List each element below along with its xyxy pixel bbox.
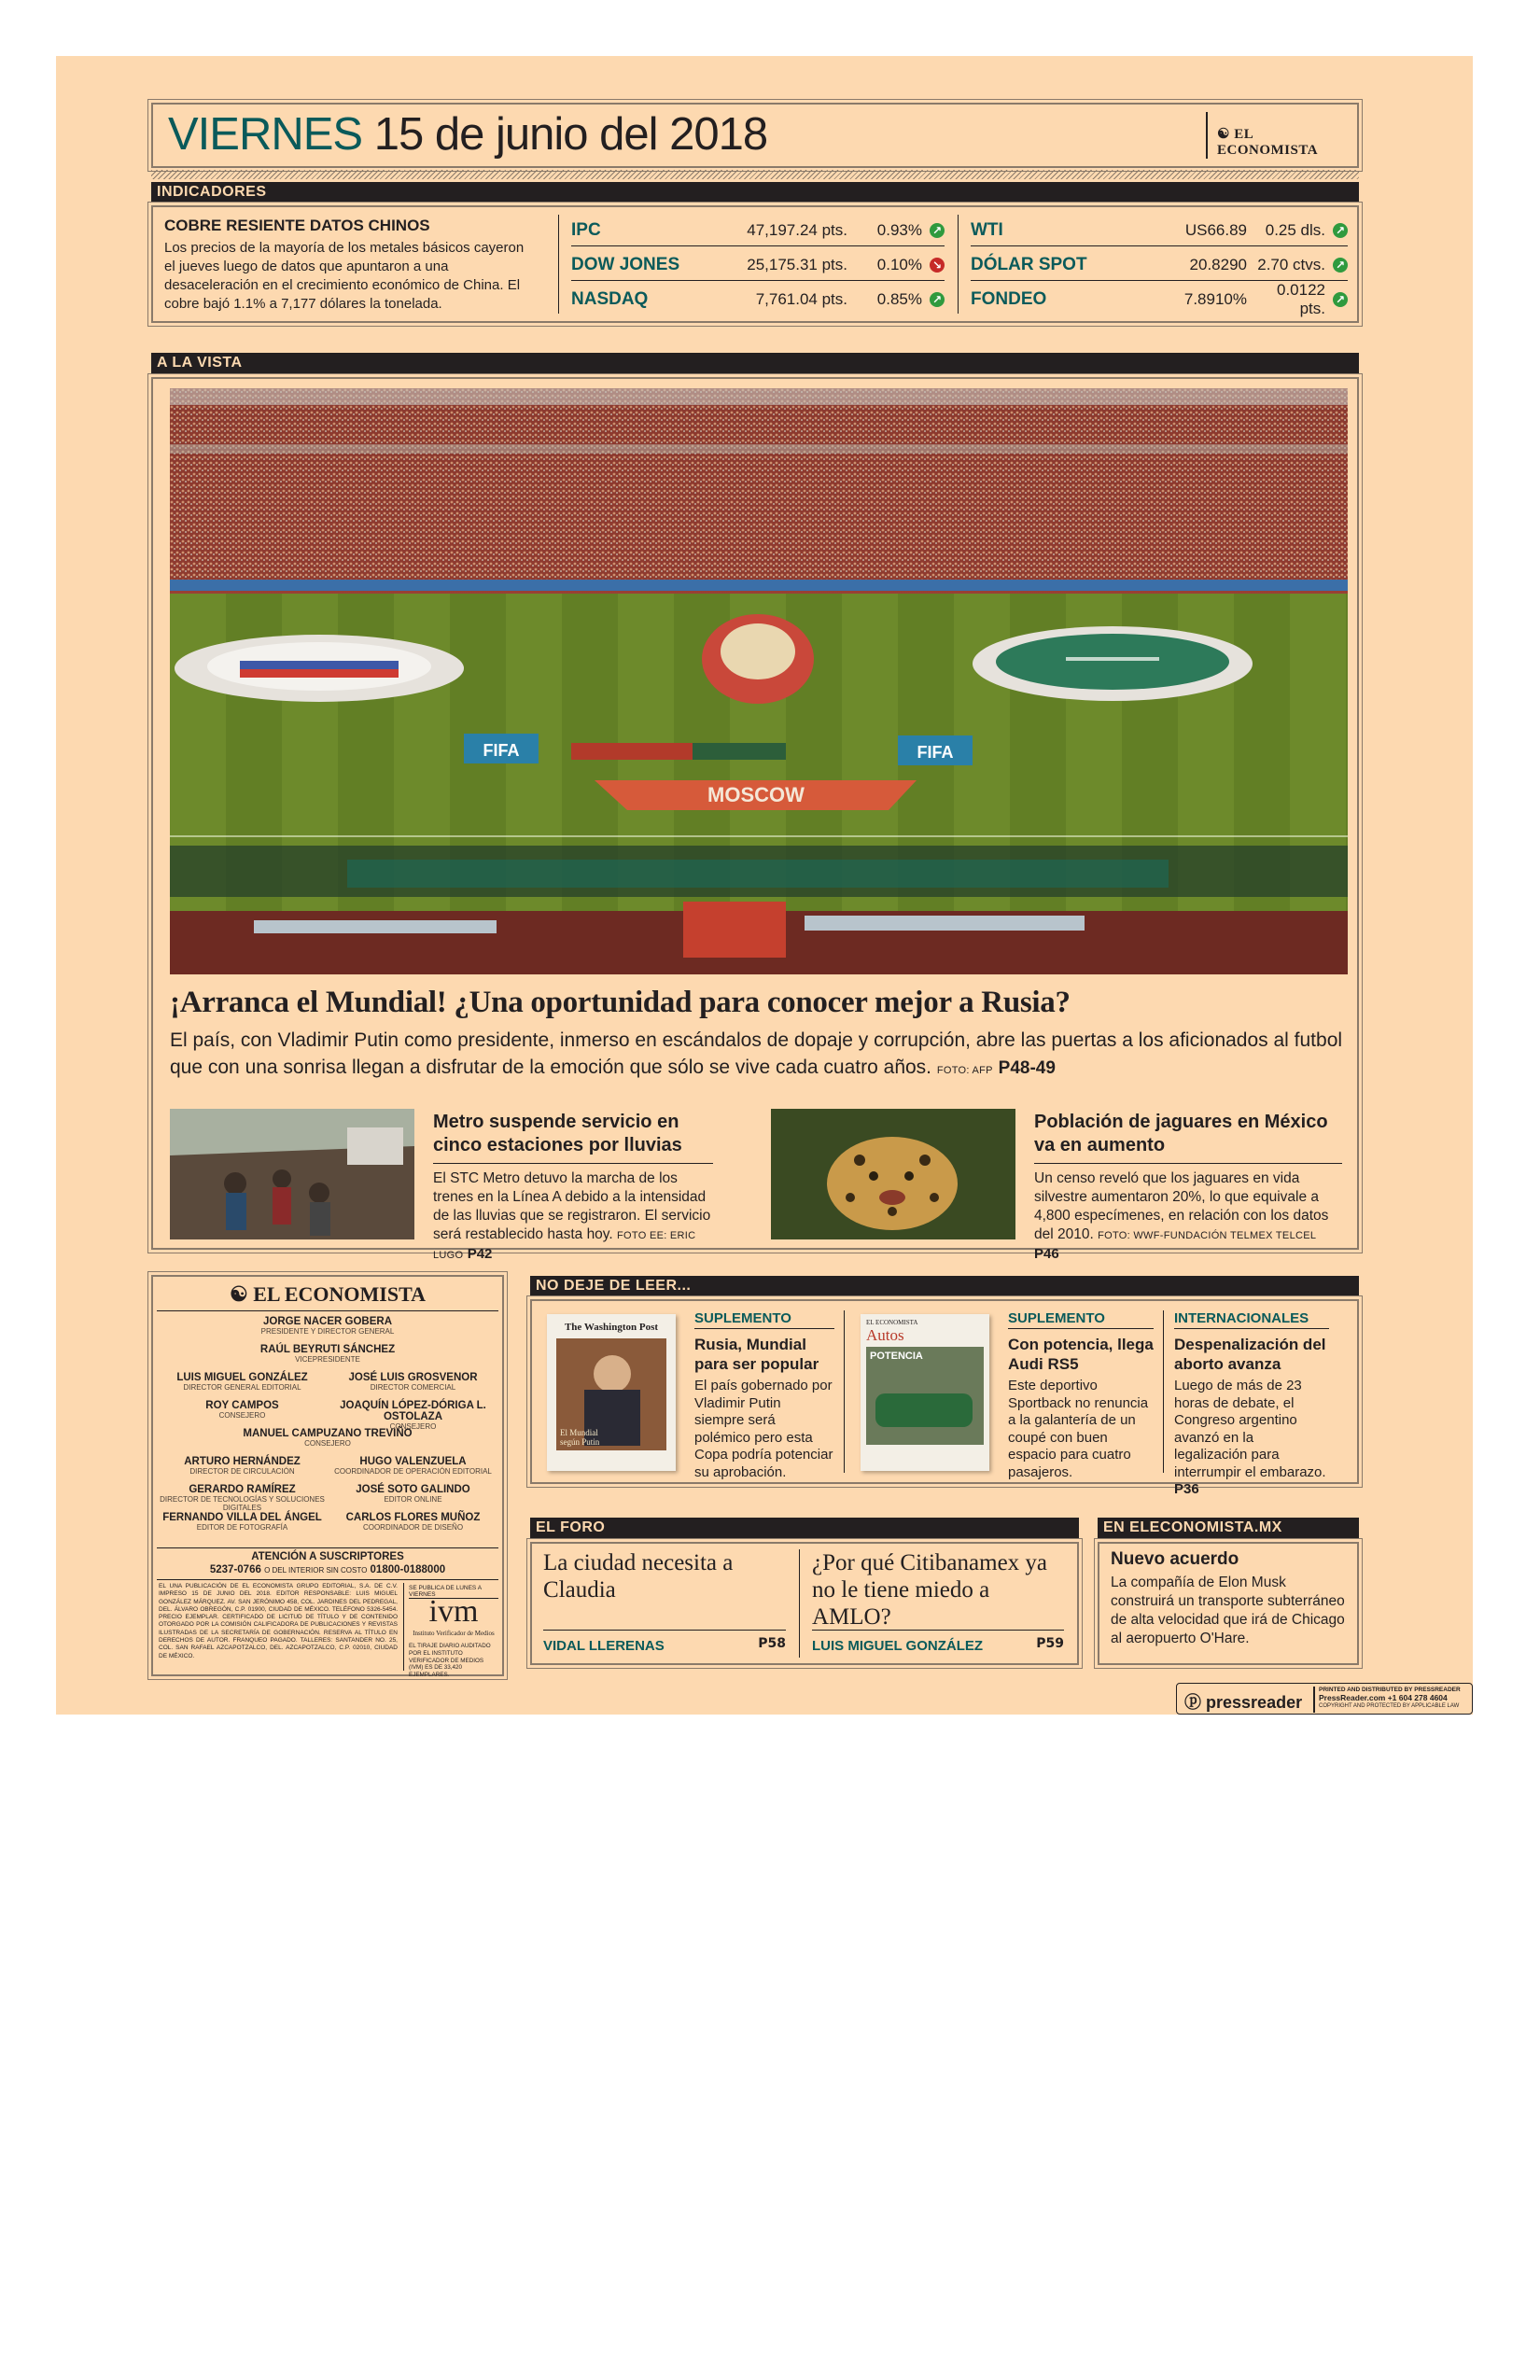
el-foro-box	[530, 1542, 1079, 1665]
staff-role: CONSEJERO	[218, 1411, 266, 1420]
section-label-no-deje: NO DEJE DE LEER...	[530, 1276, 1359, 1296]
staff-entry	[157, 1456, 328, 1476]
staff-entry	[157, 1316, 498, 1336]
autos-cover: EL ECONOMISTA Autos POTENCIA	[861, 1314, 989, 1471]
no-deje-3-body: Luego de más de 23 horas de debate, el Congreso argentino avanzó en la legalización para interrumpir el embarazo.	[1174, 1378, 1326, 1480]
indicator-row	[571, 215, 945, 246]
staff-masthead	[151, 1275, 504, 1679]
indicator-change: 2.70 ctvs.	[1257, 255, 1325, 273]
pressreader-icon: ⓟ	[1184, 1693, 1201, 1712]
section-label-online: EN ELECONOMISTA.MX	[1098, 1518, 1359, 1538]
weekday: VIERNES	[168, 109, 363, 160]
staff-role: DIRECTOR COMERCIAL	[370, 1383, 456, 1392]
section-label-indicadores: INDICADORES	[151, 182, 1359, 203]
a-la-vista-box	[151, 377, 1359, 1262]
arrow-up-icon: ↗	[930, 223, 945, 238]
foro-1-author: VIDAL LLERENAS	[543, 1638, 665, 1654]
indicator-row	[571, 249, 945, 281]
indicator-name: NASDAQ	[571, 289, 649, 309]
masthead-logo-icon: ☯	[229, 1282, 248, 1306]
arrow-up-icon: ↗	[1333, 223, 1348, 238]
indicator-name: FONDEO	[971, 289, 1047, 309]
date-header	[151, 103, 1359, 168]
no-deje-1-body: El país gobernado por Vladimir Putin siempre será polémico pero esta Copa podría potenciar su aprobación.	[694, 1378, 833, 1480]
no-deje-1-kicker: SUPLEMENTO	[694, 1310, 834, 1329]
stadium-photo	[170, 388, 1348, 974]
staff-name: JOSÉ LUIS GROSVENOR	[348, 1372, 478, 1383]
indicator-value: 25,175.31 pts.	[747, 255, 847, 273]
staff-role: EDITOR ONLINE	[384, 1495, 442, 1504]
no-deje-2-body: Este deportivo Sportback no renuncia a la galantería de un coupé con buen espacio para cuatro pasajeros.	[1008, 1378, 1149, 1480]
staff-role: COORDINADOR DE OPERACIÓN EDITORIAL	[334, 1467, 492, 1476]
arrow-up-icon: ↗	[1333, 258, 1348, 273]
masthead-logo: EL ECONOMISTA	[1217, 127, 1319, 158]
foro-1-title: La ciudad necesita a Claudia	[543, 1550, 734, 1603]
foro-2-page[interactable]: P59	[1036, 1636, 1064, 1651]
no-deje-2-kicker: SUPLEMENTO	[1008, 1310, 1154, 1329]
staff-entry	[328, 1400, 498, 1431]
staff-entry	[328, 1484, 498, 1504]
indicator-value: US66.89	[1184, 220, 1247, 239]
fifa-flag-left: FIFA	[483, 741, 520, 760]
staff-entry	[328, 1456, 498, 1476]
pressreader-line1: PRINTED AND DISTRIBUTED BY PRESSREADER	[1319, 1687, 1461, 1693]
pressreader-line3: COPYRIGHT AND PROTECTED BY APPLICABLE LAW	[1319, 1703, 1460, 1709]
staff-list	[157, 1316, 498, 1545]
logo-icon: ☯	[1217, 127, 1230, 142]
pressreader-line2: PressReader.com +1 604 278 4604	[1319, 1693, 1448, 1702]
staff-role: DIRECTOR DE TECNOLOGÍAS Y SOLUCIONES DIGITALES	[160, 1495, 325, 1512]
indicator-name: DOW JONES	[571, 254, 680, 274]
indicator-name: WTI	[971, 219, 1003, 240]
no-deje-3-title: Despenalización del aborto avanza	[1174, 1336, 1326, 1373]
staff-entry	[157, 1400, 328, 1420]
staff-role: COORDINADOR DE DISEÑO	[362, 1523, 464, 1532]
staff-entry	[157, 1484, 328, 1512]
section-label-el-foro: EL FORO	[530, 1518, 1079, 1538]
main-headline: ¡Arranca el Mundial! ¿Una oportunidad para conocer mejor a Rusia?	[170, 986, 1071, 1019]
staff-name: RAÚL BEYRUTI SÁNCHEZ	[259, 1344, 396, 1355]
no-deje-1-title: Rusia, Mundial para ser popular	[694, 1336, 819, 1373]
indicator-value: 7,761.04 pts.	[755, 290, 847, 308]
staff-role: DIRECTOR DE CIRCULACIÓN	[189, 1467, 295, 1476]
foro-2-author: LUIS MIGUEL GONZÁLEZ	[812, 1638, 984, 1654]
indicator-change: 0.10%	[876, 255, 922, 273]
staff-role: EDITOR DE FOTOGRAFÍA	[196, 1523, 288, 1532]
indicator-change: 0.25 dls.	[1265, 220, 1325, 239]
indicator-value: 47,197.24 pts.	[747, 220, 847, 239]
no-deje-3-page[interactable]: P36	[1174, 1481, 1199, 1497]
no-deje-box	[530, 1299, 1359, 1497]
staff-entry	[157, 1428, 498, 1448]
main-page-ref[interactable]: P48-49	[998, 1058, 1056, 1078]
staff-name: ROY CAMPOS	[205, 1400, 279, 1411]
staff-name: FERNANDO VILLA DEL ÁNGEL	[162, 1512, 322, 1523]
indicadores-box	[151, 205, 1359, 323]
indicator-row	[571, 284, 945, 315]
staff-role: DIRECTOR GENERAL EDITORIAL	[183, 1383, 301, 1392]
story-metro-title: Metro suspende servicio en cinco estaciones por lluvias	[433, 1111, 713, 1164]
arrow-up-icon: ↗	[930, 292, 945, 307]
online-body: La compañía de Elon Musk construirá un transporte subterráneo de alta velocidad que irá de Chicago al aeropuerto O'Hare.	[1111, 1575, 1345, 1646]
story-metro-credit: FOTO EE: ERIC LUGO	[433, 1230, 696, 1261]
masthead-box-title: EL ECONOMISTA	[253, 1282, 427, 1306]
moscow-banner: MOSCOW	[707, 783, 805, 806]
arrow-up-icon: ↗	[1333, 292, 1348, 307]
indicator-list-left	[571, 215, 945, 317]
ivm-logo: ivm	[428, 1594, 479, 1629]
staff-name: CARLOS FLORES MUÑOZ	[345, 1512, 481, 1523]
staff-entry	[157, 1512, 328, 1532]
staff-name: JOAQUÍN LÓPEZ-DÓRIGA L. OSTOLAZA	[340, 1400, 486, 1422]
staff-name: JORGE NACER GOBERA	[262, 1316, 393, 1327]
date: 15 de junio del 2018	[373, 109, 768, 160]
indicator-change: 0.85%	[876, 290, 922, 308]
staff-name: JOSÉ SOTO GALINDO	[356, 1484, 470, 1495]
staff-role: CONSEJERO	[304, 1439, 351, 1448]
story-jaguar-title: Población de jaguares en México va en aumento	[1034, 1111, 1342, 1164]
story-metro-body: El STC Metro detuvo la marcha de los trenes en la Línea A debido a la intensidad de las lluvias que se registraron. El servicio será restablecido hasta hoy.	[433, 1170, 711, 1242]
indicator-value: 7.8910%	[1183, 290, 1247, 308]
indicator-row	[971, 281, 1348, 317]
indicator-list-right	[971, 215, 1348, 317]
washington-post-cover: The Washington Post El Mundial según Putin	[547, 1314, 676, 1471]
staff-name: LUIS MIGUEL GONZÁLEZ	[176, 1372, 308, 1383]
main-deck: El país, con Vladimir Putin como presidente, inmerso en escándalos de dopaje y corrupción, abre las puertas a los aficionados al futbol que con una sonrisa llegan a disfrutar de la emoción que sólo se vive cada cuatro años.	[170, 1029, 1343, 1078]
pressreader-badge[interactable]	[1176, 1683, 1473, 1715]
staff-role: PRESIDENTE Y DIRECTOR GENERAL	[260, 1327, 395, 1336]
pressreader-logo: pressreader	[1206, 1693, 1303, 1712]
staff-entry	[157, 1372, 328, 1392]
metro-photo	[170, 1109, 414, 1239]
foro-2-title: ¿Por qué Citibanamex ya no le tiene miedo a AMLO?	[812, 1550, 1048, 1630]
main-photo-credit: FOTO: AFP	[936, 1065, 993, 1076]
header-rule	[151, 170, 1359, 179]
staff-name: MANUEL CAMPUZANO TREVIÑO	[243, 1428, 413, 1439]
indicator-row	[971, 249, 1348, 281]
indicator-name: DÓLAR SPOT	[971, 254, 1087, 274]
story-jaguar-credit: FOTO: WWF-FUNDACIÓN TELMEX TELCEL	[1098, 1230, 1317, 1241]
section-label-a-la-vista: A LA VISTA	[151, 353, 1359, 373]
indicator-name: IPC	[571, 219, 601, 240]
staff-role: VICEPRESIDENTE	[295, 1355, 360, 1364]
indicator-change: 0.0122 pts.	[1277, 281, 1325, 317]
staff-entry	[328, 1512, 498, 1532]
staff-entry	[328, 1372, 498, 1392]
staff-entry	[157, 1344, 498, 1364]
online-title[interactable]: Nuevo acuerdo	[1111, 1549, 1239, 1569]
indicadores-story-title: COBRE RESIENTE DATOS CHINOS	[164, 217, 430, 234]
legal-text: EL UNA PUBLICACIÓN DE EL ECONOMISTA GRUPO EDITORIAL, S.A. DE C.V. IMPRESO 15 DE JUNIO DEL 2018. EDITOR RESPONSABLE: LUIS MIGUEL GONZÁLEZ MÁRQUEZ. AV. SAN JERÓNIMO 458, COL. JARDINES DEL PEDREGAL, DEL. ÁLVARO OBREGÓN, C.P. 01900, CIUDAD DE MÉXICO. TELÉFONO 5326-5454. PRECIO EJEMPLAR. CERTIFICADO DE LICITUD DE TÍTULO Y DE CONTENIDO OTORGADO POR LA COMISIÓN CALIFICADORA DE PUBLICACIONES Y REVISTAS ILUSTRADAS DE LA SECRETARÍA DE GOBERNACIÓN. RESERVA AL TÍTULO EN DERECHOS DE AUTOR. FRANQUEO PAGADO. TALLERES: SANTANDER NO. 25, COL. SAN RAFAEL AZCAPOTZALCO, DEL. AZCAPOTZALCO, C.P. 02010, CIUDAD DE MÉXICO.	[159, 1583, 398, 1659]
frequency-note: SE PUBLICA DE LUNES A VIERNES	[409, 1585, 498, 1599]
fifa-flag-right: FIFA	[917, 743, 954, 762]
indicator-change: 0.93%	[876, 220, 922, 239]
indicadores-story-body: Los precios de la mayoría de los metales básicos cayeron el jueves luego de datos que apuntaron a una desaceleración en el crecimiento económico de China. El cobre bajó 1.1% a 7,177 dólares la tonelada.	[164, 240, 525, 312]
story-jaguar-body: Un censo reveló que los jaguares en vida silvestre aumentaron 20%, lo que equivale a 4,800 especímenes, en relación con los datos del 2010.	[1034, 1170, 1329, 1242]
subscriptions-label: ATENCIÓN A SUSCRIPTORES	[251, 1551, 404, 1562]
indicator-row	[971, 215, 1348, 246]
no-deje-3-kicker: INTERNACIONALES	[1174, 1310, 1329, 1329]
story-jaguar-page[interactable]: P46	[1034, 1246, 1059, 1262]
subscriptions-phone: 5237-0766 O DEL INTERIOR SIN COSTO 01800-0188000	[209, 1564, 446, 1575]
staff-name: HUGO VALENZUELA	[359, 1456, 467, 1467]
online-box	[1098, 1542, 1359, 1665]
staff-name: GERARDO RAMÍREZ	[189, 1484, 296, 1495]
staff-name: ARTURO HERNÁNDEZ	[184, 1456, 301, 1467]
story-metro-page[interactable]: P42	[467, 1246, 493, 1262]
staff-role: CONSEJERO	[389, 1422, 437, 1431]
arrow-down-icon: ↘	[930, 258, 945, 273]
newspaper-page	[56, 56, 1473, 1715]
no-deje-2-title: Con potencia, llega Audi RS5	[1008, 1336, 1154, 1373]
jaguar-photo	[771, 1109, 1015, 1239]
ivm-note: EL TIRAJE DIARIO AUDITADO POR EL INSTITUTO VERIFICADOR DE MEDIOS (IVM) ES DE 33,420 EJEMPLARES.	[409, 1643, 491, 1679]
indicator-value: 20.8290	[1189, 255, 1247, 273]
ivm-caption: Instituto Verificador de Medios	[413, 1630, 495, 1637]
foro-1-page[interactable]: P58	[758, 1636, 786, 1651]
